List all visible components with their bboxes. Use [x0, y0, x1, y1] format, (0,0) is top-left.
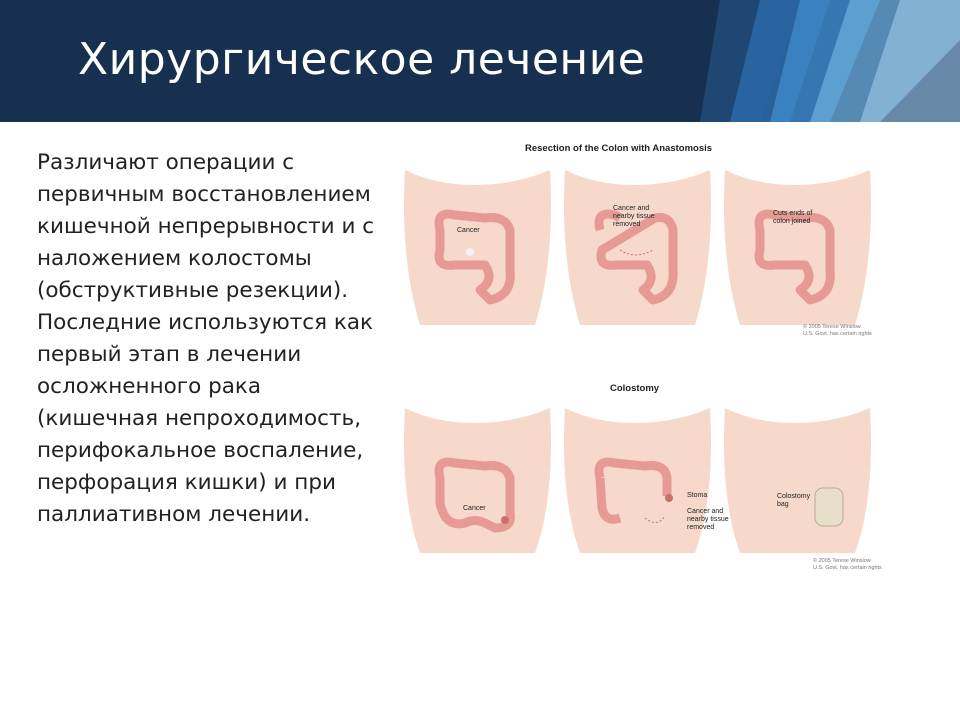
slide-body-text: Различают операции с первичным восстановлением кишечной непрерывности и с наложением колостомы (обструктивные резекции). Последние используются как первый этап в лечении осложненного рака (кишечная непроходимость, перифокальное воспаление, перфорация кишки) и при паллиативном лечении. [37, 150, 375, 527]
label-cancer-1: Cancer [457, 227, 480, 234]
colostomy-illustration [395, 378, 895, 578]
torso-3 [724, 170, 871, 325]
slide-header [0, 0, 960, 122]
label-colostomy-cancer: Cancer [463, 505, 486, 512]
torso-6 [724, 408, 871, 553]
label-joined-line1: Cuts ends of [773, 210, 813, 217]
label-stoma: Stoma [687, 492, 708, 499]
label-removed-line2: nearby tissue [613, 213, 655, 220]
label-col-removed-line3: removed [687, 524, 715, 531]
colostomy-credit-line2: U.S. Govt. has certain rights [813, 565, 882, 571]
label-col-removed-line2: nearby tissue [687, 516, 729, 523]
label-removed-line1: Cancer and [613, 205, 650, 212]
torso-4 [404, 408, 551, 553]
resection-illustration [395, 140, 895, 350]
label-removed-line3: removed [613, 221, 641, 228]
resection-figure [395, 140, 895, 350]
resection-credit-line1: © 2005 Terese Winslow [803, 324, 861, 330]
label-bag-line2: bag [777, 501, 789, 508]
torso-5 [564, 408, 711, 553]
colostomy-figure-title: Colostomy [610, 383, 660, 394]
label-joined-line2: colon joined [773, 218, 811, 225]
torso-1 [404, 170, 551, 325]
colostomy-figure [395, 378, 895, 578]
label-bag-line1: Colostomy [777, 493, 811, 500]
slide-title: Хирургическое лечение [78, 34, 646, 85]
torso-2 [564, 170, 711, 325]
resection-credit-line2: U.S. Govt. has certain rights [803, 331, 872, 337]
label-col-removed-line1: Cancer and [687, 508, 724, 515]
resection-figure-title: Resection of the Colon with Anastomosis [525, 143, 713, 154]
colostomy-credit-line1: © 2005 Terese Winslow [813, 558, 871, 564]
